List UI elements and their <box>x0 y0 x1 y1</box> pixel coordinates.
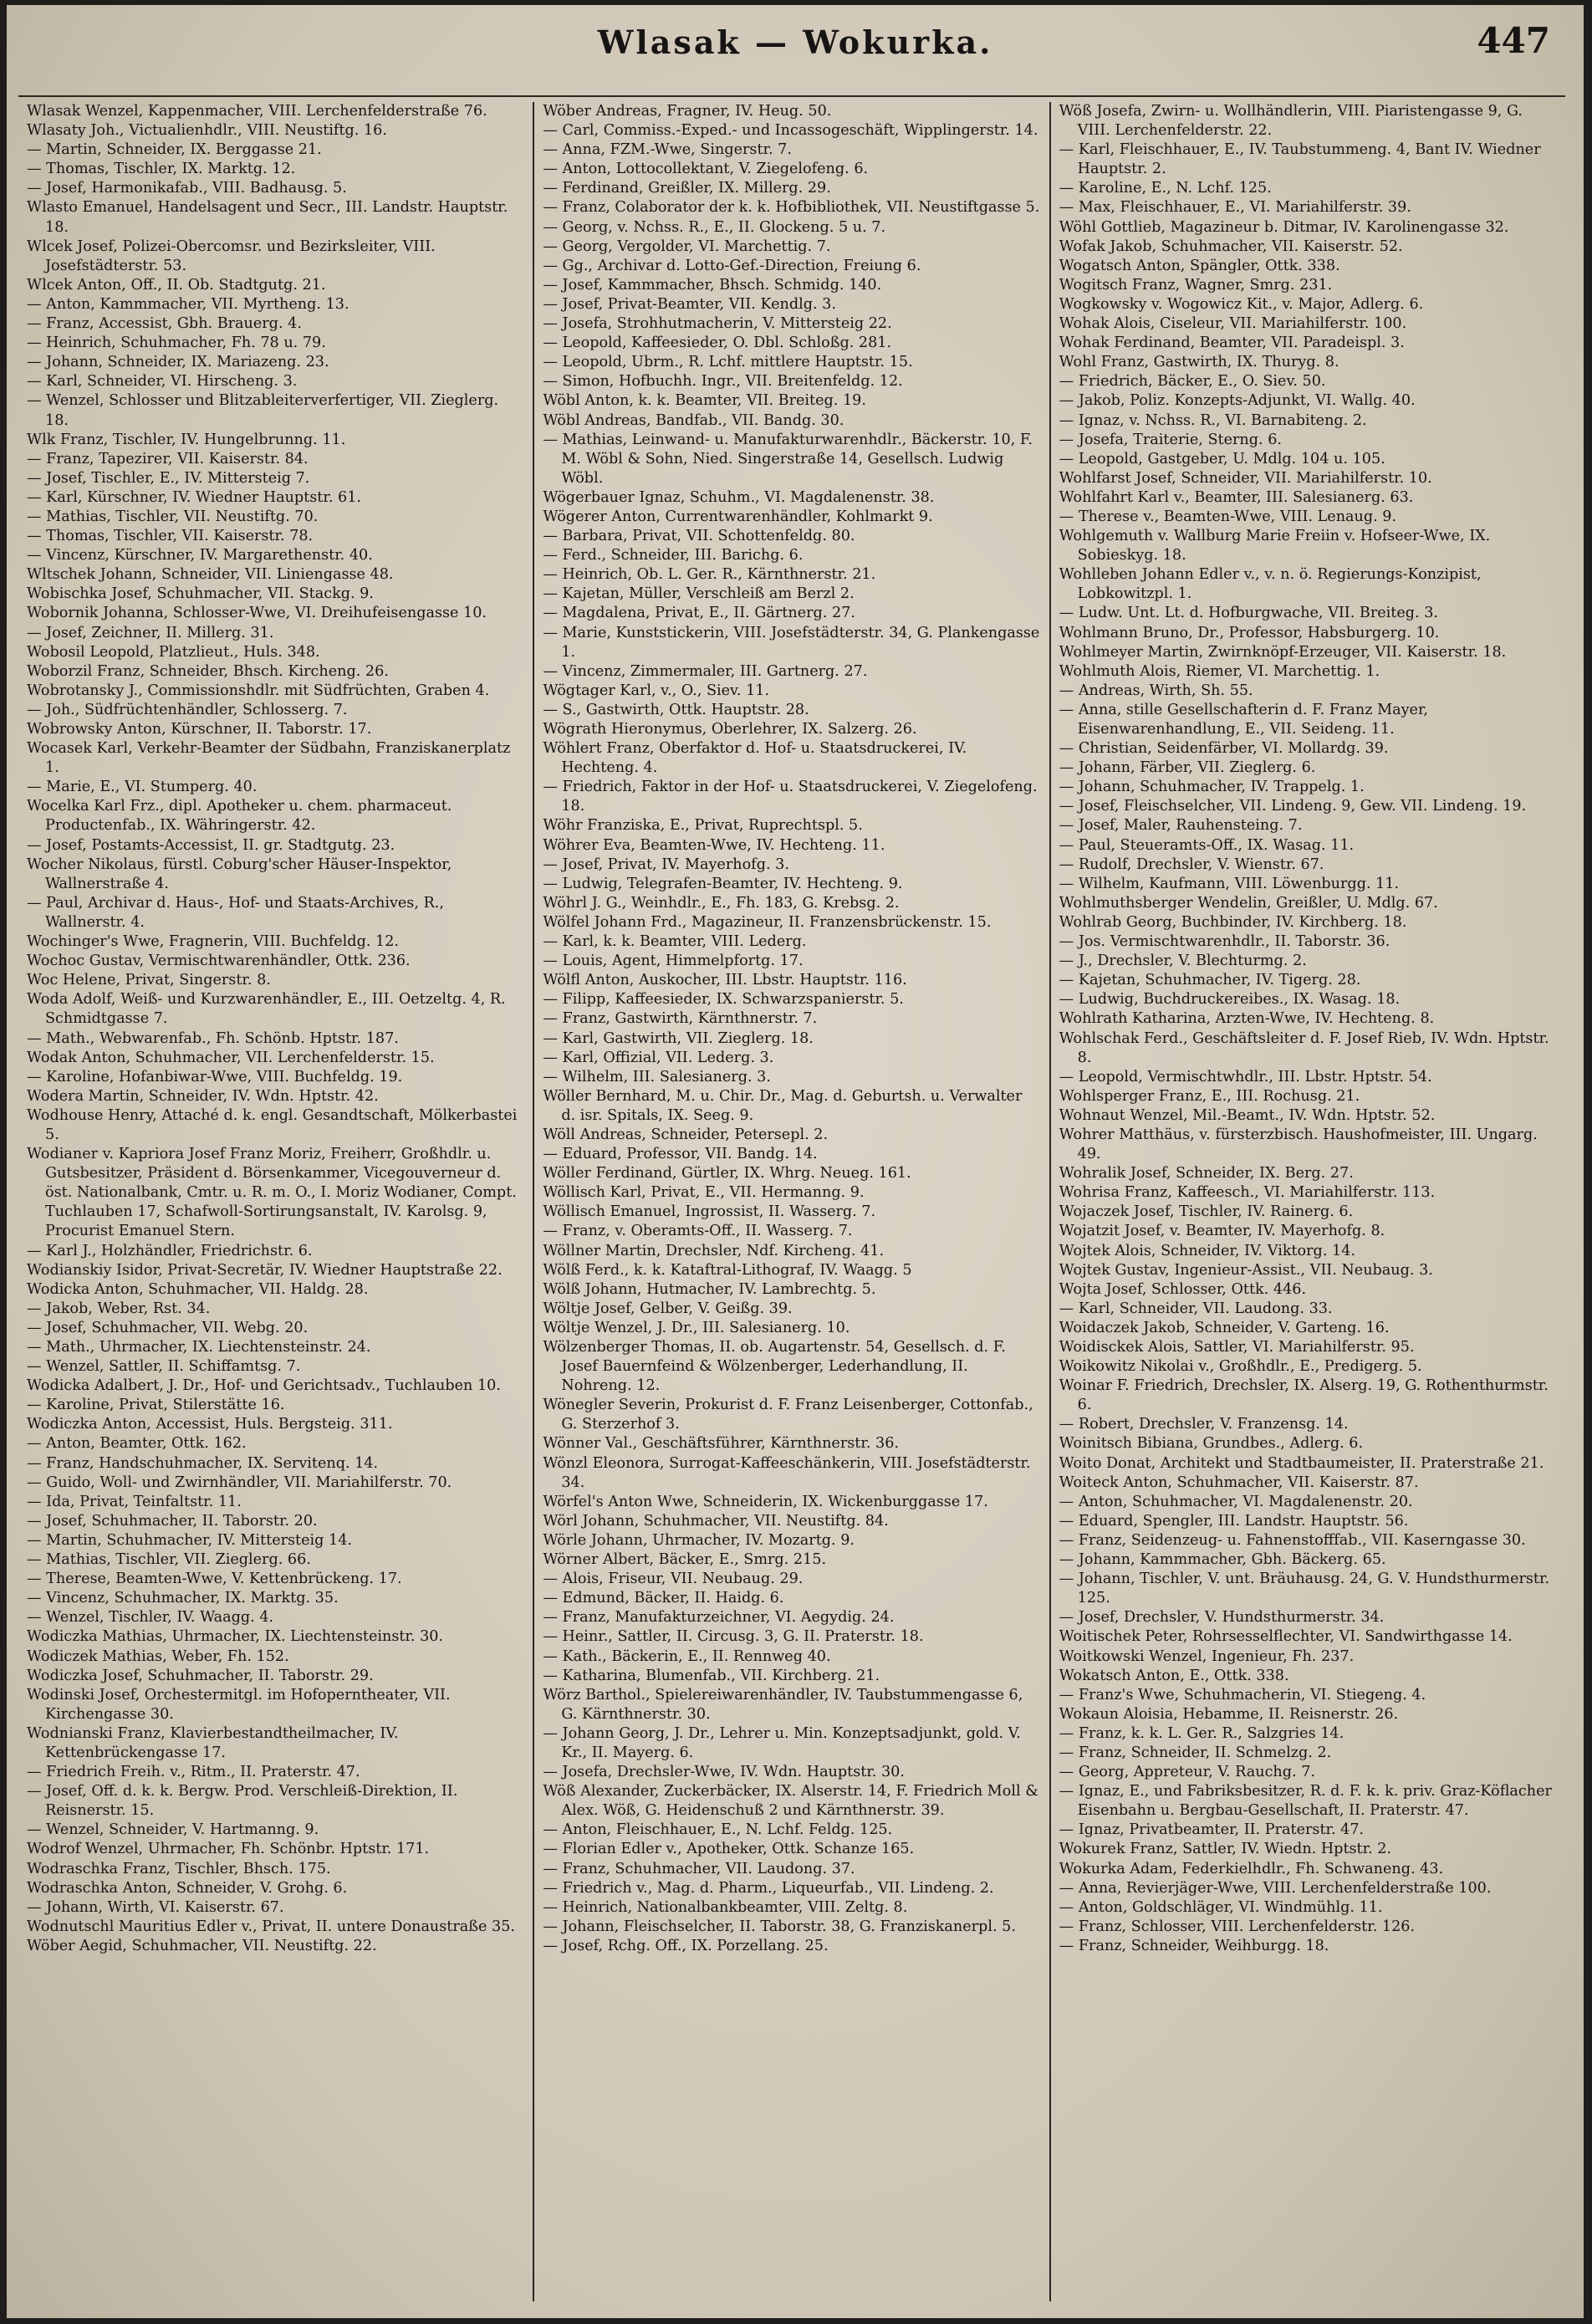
directory-entry: Wöll Andreas, Schneider, Petersepl. 2. <box>543 1126 829 1143</box>
running-head: Wlasak — Wokurka. <box>597 23 993 61</box>
column-middle <box>533 102 1049 2301</box>
directory-entry: — Christian, Seidenfärber, VI. Mollardg. 39. <box>1059 740 1389 758</box>
directory-entry: — Anna, stille Gesellschafterin d. F. Franz Mayer, Eisenwarenhandlung, E., VII. Seideng. 11. <box>1059 701 1429 738</box>
directory-entry: — Ignaz, v. Nchss. R., VI. Barnabiteng. 2. <box>1059 411 1367 429</box>
directory-entry: — Josef, Postamts-Accessist, II. gr. Stadtgutg. 23. <box>27 836 395 854</box>
directory-entry: Woidaczek Jakob, Schneider, V. Garteng. 16. <box>1059 1319 1390 1336</box>
directory-entry: — Therese v., Beamten-Wwe, VIII. Lenaug. 9. <box>1059 508 1397 525</box>
directory-entry: — Anton, Lottocollektant, V. Ziegelofeng. 6. <box>543 161 869 178</box>
directory-entry: Wojtek Alois, Schneider, IV. Viktorg. 14. <box>1059 1242 1355 1259</box>
directory-entry: — Mathias, Tischler, VII. Neustiftg. 70. <box>27 508 319 525</box>
directory-entry: Wohlmuthsberger Wendelin, Greißler, U. Mdlg. 67. <box>1059 894 1438 912</box>
directory-entry: — Barbara, Privat, VII. Schottenfeldg. 80. <box>543 528 855 545</box>
directory-entry: — Karoline, Hofanbiwar-Wwe, VIII. Buchfeldg. 19. <box>27 1068 403 1085</box>
directory-entry: — Franz, Accessist, Gbh. Brauerg. 4. <box>27 315 302 333</box>
directory-entry: — Johann, Schneider, IX. Mariazeng. 23. <box>27 354 329 371</box>
directory-entry: Wöber Andreas, Fragner, IV. Heug. 50. <box>543 103 832 120</box>
directory-entry: Wölß Johann, Hutmacher, IV. Lambrechtg. 5. <box>543 1280 876 1298</box>
directory-entry: — Marie, Kunststickerin, VIII. Josefstädterstr. 34, G. Plankengasse 1. <box>543 624 1040 661</box>
directory-entry: — Friedrich, Faktor in der Hof- u. Staatsdruckerei, V. Ziegelofeng. 18. <box>543 779 1038 815</box>
directory-entry: Wohl Franz, Gastwirth, IX. Thuryg. 8. <box>1059 354 1339 371</box>
directory-entry: — Franz, k. k. L. Ger. R., Salzgries 14. <box>1059 1724 1345 1742</box>
directory-entry: — Anna, FZM.-Wwe, Singerstr. 7. <box>543 141 792 159</box>
directory-entry: Wöß Alexander, Zuckerbäcker, IX. Alserstr. 14, F. Friedrich Moll & Alex. Wöß, G. Heidenschuß 2 und Kärnthnerstr. 39. <box>543 1783 1038 1820</box>
directory-entry: Wöbl Anton, k. k. Beamter, VII. Breiteg. 19. <box>543 392 866 410</box>
directory-entry: — Ida, Privat, Teinfaltstr. 11. <box>27 1493 242 1510</box>
directory-entry: — Karl, Schneider, VII. Laudong. 33. <box>1059 1300 1333 1317</box>
directory-entry: Wohak Alois, Ciseleur, VII. Mariahilferstr. 100. <box>1059 315 1407 333</box>
directory-entry: — Franz, Handschuhmacher, IX. Servitenq. 14. <box>27 1454 379 1472</box>
directory-entry: — Franz, v. Oberamts-Off., II. Wasserg. 7. <box>543 1223 853 1240</box>
directory-entry: — Guido, Woll- und Zwirnhändler, VII. Mariahilferstr. 70. <box>27 1474 452 1491</box>
directory-entry: Wöhl Gottlieb, Magazineur b. Ditmar, IV. Karolinengasse 32. <box>1059 218 1509 236</box>
directory-entry: — Magdalena, Privat, E., II. Gärtnerg. 27. <box>543 605 855 622</box>
directory-entry: Wohlrab Georg, Buchbinder, IV. Kirchberg. 18. <box>1059 913 1407 931</box>
directory-entry: — Leopold, Gastgeber, U. Mdlg. 104 u. 105. <box>1059 450 1385 467</box>
directory-entry: Wörz Barthol., Spielereiwarenhändler, IV. Taubstummengasse 6, G. Kärnthnerstr. 30. <box>543 1686 1023 1723</box>
directory-entry: Wojtek Gustav, Ingenieur-Assist., VII. Neubaug. 3. <box>1059 1261 1433 1279</box>
directory-entry: Woikowitz Nikolai v., Großhdlr., E., Predigerg. 5. <box>1059 1358 1422 1376</box>
directory-entry: — Karl, Gastwirth, VII. Zieglerg. 18. <box>543 1029 814 1047</box>
directory-entry: — Mathias, Leinwand- u. Manufakturwarenhdlr., Bäckerstr. 10, F. M. Wöbl & Sohn, Nied. Singerstraße 14, Gesellsch. Ludwig Wöbl. <box>543 431 1033 487</box>
directory-entry: Wöbl Andreas, Bandfab., VII. Bandg. 30. <box>543 411 844 429</box>
directory-entry: Wokurka Adam, Federkielhdlr., Fh. Schwaneng. 43. <box>1059 1860 1444 1877</box>
directory-entry: Wöber Aegid, Schuhmacher, VII. Neustiftg. 22. <box>27 1937 377 1954</box>
directory-entry: — Anton, Kammmacher, VII. Myrtheng. 13. <box>27 295 350 313</box>
directory-entry: — Gg., Archivar d. Lotto-Gef.-Direction, Freiung 6. <box>543 257 921 274</box>
directory-entry: — Martin, Schuhmacher, IV. Mittersteig 14. <box>27 1531 352 1549</box>
directory-entry: — Kajetan, Müller, Verschleiß am Berzl 2. <box>543 585 855 603</box>
directory-entry: Wodicka Adalbert, J. Dr., Hof- und Gerichtsadv., Tuchlauben 10. <box>27 1377 501 1395</box>
directory-entry: — Katharina, Blumenfab., VII. Kirchberg. 21. <box>543 1667 880 1684</box>
directory-entry: — Josefa, Traiterie, Sterng. 6. <box>1059 431 1283 448</box>
directory-entry: Woito Donat, Architekt und Stadtbaumeister, II. Praterstraße 21. <box>1059 1454 1544 1472</box>
directory-entry: — Eduard, Spengler, III. Landstr. Hauptstr. 56. <box>1059 1512 1409 1530</box>
directory-entry: — Therese, Beamten-Wwe, V. Kettenbrückeng. 17. <box>27 1571 402 1588</box>
directory-entry: Wobornik Johanna, Schlosser-Wwe, VI. Dreihufeisengasse 10. <box>27 605 487 622</box>
directory-entry: — Florian Edler v., Apotheker, Ottk. Schanze 165. <box>543 1841 915 1858</box>
directory-entry: — Vincenz, Zimmermaler, III. Gartnerg. 27. <box>543 662 868 680</box>
directory-entry: Wohnaut Wenzel, Mil.-Beamt., IV. Wdn. Hptstr. 52. <box>1059 1106 1436 1124</box>
directory-entry: Wohlmuth Alois, Riemer, VI. Marchettig. 1. <box>1059 662 1380 680</box>
directory-entry: — Leopold, Kaffeesieder, O. Dbl. Schloßg. 281. <box>543 335 892 352</box>
directory-entry: Wohrer Matthäus, v. fürsterzbisch. Haushofmeister, III. Ungarg. 49. <box>1059 1126 1538 1163</box>
directory-entry: — Anton, Goldschläger, VI. Windmühlg. 11. <box>1059 1898 1383 1916</box>
directory-entry: — Franz, Schuhmacher, VII. Laudong. 37. <box>543 1860 855 1877</box>
directory-entry: Wögrath Hieronymus, Oberlehrer, IX. Salzerg. 26. <box>543 721 917 738</box>
directory-entry: — Heinrich, Ob. L. Ger. R., Kärnthnerstr. 21. <box>543 566 876 584</box>
directory-entry: — Leopold, Ubrm., R. Lchf. mittlere Hauptstr. 15. <box>543 354 913 371</box>
directory-entry: — Filipp, Kaffeesieder, IX. Schwarzspanierstr. 5. <box>543 991 904 1009</box>
directory-entry: — Friedrich, Bäcker, E., O. Siev. 50. <box>1059 373 1326 391</box>
directory-entry: Wodak Anton, Schuhmacher, VII. Lerchenfelderstr. 15. <box>27 1049 435 1066</box>
directory-entry: Wodinski Josef, Orchestermitgl. im Hofoperntheater, VII. Kirchengasse 30. <box>27 1686 451 1723</box>
directory-entry: — Ludwig, Buchdruckereibes., IX. Wasag. 18. <box>1059 991 1401 1009</box>
directory-entry: — Franz, Manufakturzeichner, VI. Aegydig. 24. <box>543 1609 895 1627</box>
directory-entry: — Paul, Steueramts-Off., IX. Wasag. 11. <box>1059 836 1355 854</box>
directory-entry: — Josef, Rchg. Off., IX. Porzellang. 25. <box>543 1937 829 1954</box>
directory-entry: Wochoc Gustav, Vermischtwarenhändler, Ottk. 236. <box>27 953 411 970</box>
page-header <box>7 17 1584 67</box>
directory-entry: Wohlfahrt Karl v., Beamter, III. Salesianerg. 63. <box>1059 488 1414 506</box>
directory-entry: — Ferd., Schneider, III. Barichg. 6. <box>543 547 804 564</box>
directory-entry: Wohlfarst Josef, Schneider, VII. Mariahilferstr. 10. <box>1059 469 1432 487</box>
directory-entry: Wogkowsky v. Wogowicz Kit., v. Major, Adlerg. 6. <box>1059 295 1424 313</box>
directory-entry: — Thomas, Tischler, VII. Kaiserstr. 78. <box>27 528 314 545</box>
directory-entry: Wöltje Wenzel, J. Dr., III. Salesianerg. 10. <box>543 1319 850 1336</box>
directory-entry: Wodiczka Anton, Accessist, Huls. Bergsteig. 311. <box>27 1416 393 1433</box>
directory-entry: — Max, Fleischhauer, E., VI. Mariahilferstr. 39. <box>1059 199 1411 217</box>
directory-entry: — Wilhelm, III. Salesianerg. 3. <box>543 1068 771 1085</box>
directory-entry: — Anton, Schuhmacher, VI. Magdalenenstr. 20. <box>1059 1493 1413 1510</box>
directory-entry: — Karl, k. k. Beamter, VIII. Lederg. <box>543 933 807 951</box>
directory-entry: — S., Gastwirth, Ottk. Hauptstr. 28. <box>543 701 809 718</box>
directory-entry: — Karl, Offizial, VII. Lederg. 3. <box>543 1049 774 1066</box>
directory-entry: — Josef, Schuhmacher, VII. Webg. 20. <box>27 1319 309 1336</box>
directory-entry: — Jakob, Poliz. Konzepts-Adjunkt, VI. Wallg. 40. <box>1059 392 1416 410</box>
directory-entry: Wohlmann Bruno, Dr., Professor, Habsburgerg. 10. <box>1059 624 1440 641</box>
directory-entry: Wlasaty Joh., Victualienhdlr., VIII. Neustiftg. 16. <box>27 122 387 140</box>
directory-entry: — Karl, Fleischhauer, E., IV. Taubstummeng. 4, Bant IV. Wiedner Hauptstr. 2. <box>1059 141 1541 178</box>
directory-entry: — Josef, Privat, IV. Mayerhofg. 3. <box>543 856 789 873</box>
directory-entry: Wlasto Emanuel, Handelsagent und Secr., III. Landstr. Hauptstr. 18. <box>27 199 508 236</box>
directory-entry: — Karl J., Holzhändler, Friedrichstr. 6. <box>27 1242 313 1259</box>
directory-entry: — Franz, Schlosser, VIII. Lerchenfelderstr. 126. <box>1059 1918 1416 1935</box>
directory-entry: — Jakob, Weber, Rst. 34. <box>27 1300 211 1317</box>
directory-entry: Woc Helene, Privat, Singerstr. 8. <box>27 972 271 989</box>
directory-entry: Wokatsch Anton, E., Ottk. 338. <box>1059 1667 1289 1684</box>
directory-entry: Wodiczek Mathias, Weber, Fh. 152. <box>27 1647 289 1665</box>
directory-entry: — Wilhelm, Kaufmann, VIII. Löwenburgg. 11. <box>1059 875 1400 892</box>
directory-entry: Woiteck Anton, Schuhmacher, VII. Kaiserstr. 87. <box>1059 1474 1419 1491</box>
directory-entry: — Heinrich, Nationalbankbeamter, VIII. Zeltg. 8. <box>543 1898 908 1916</box>
directory-entry: Wodicka Anton, Schuhmacher, VII. Haldg. 28. <box>27 1280 369 1298</box>
directory-entry: — Franz, Tapezirer, VII. Kaiserstr. 84. <box>27 450 309 467</box>
column-right <box>1049 102 1565 2301</box>
directory-entry: — Josef, Drechsler, V. Hundsthurmerstr. 34. <box>1059 1609 1385 1627</box>
directory-entry: — Johann, Tischler, V. unt. Bräuhausg. 24, G. V. Hundsthurmerstr. 125. <box>1059 1571 1550 1607</box>
directory-entry: Wlcek Josef, Polizei-Obercomsr. und Bezirksleiter, VIII. Josefstädterstr. 53. <box>27 238 436 274</box>
directory-entry: Wohrisa Franz, Kaffeesch., VI. Mariahilferstr. 113. <box>1059 1184 1436 1202</box>
directory-entry: — Wenzel, Sattler, II. Schiffamtsg. 7. <box>27 1358 301 1376</box>
directory-entry: — Karl, Kürschner, IV. Wiedner Hauptstr. 61. <box>27 488 361 506</box>
directory-entry: Wohak Ferdinand, Beamter, VII. Paradeispl. 3. <box>1059 335 1405 352</box>
directory-entry: Wohlrath Katharina, Arzten-Wwe, IV. Hechteng. 8. <box>1059 1010 1435 1028</box>
directory-entry: — Johann, Kammmacher, Gbh. Bäckerg. 65. <box>1059 1551 1386 1569</box>
directory-entry: Wofak Jakob, Schuhmacher, VII. Kaiserstr. 52. <box>1059 238 1403 255</box>
column-left <box>18 102 533 2301</box>
directory-entry: Wörl Johann, Schuhmacher, VII. Neustiftg. 84. <box>543 1512 889 1530</box>
directory-entry: — Josef, Schuhmacher, II. Taborstr. 20. <box>27 1512 318 1530</box>
directory-entry: — Friedrich Freih. v., Ritm., II. Praterstr. 47. <box>27 1764 360 1781</box>
directory-entry: Woitischek Peter, Rohrsesselflechter, VI. Sandwirthgasse 14. <box>1059 1628 1513 1646</box>
directory-entry: Woitkowski Wenzel, Ingenieur, Fh. 237. <box>1059 1647 1355 1665</box>
directory-entry: Wodrof Wenzel, Uhrmacher, Fh. Schönbr. Hptstr. 171. <box>27 1841 430 1858</box>
directory-entry: Wögerbauer Ignaz, Schuhm., VI. Magdalenenstr. 38. <box>543 488 935 506</box>
directory-entry: Wohlmeyer Martin, Zwirnknöpf-Erzeuger, VII. Kaiserstr. 18. <box>1059 643 1507 661</box>
directory-entry: — Wenzel, Tischler, IV. Waagg. 4. <box>27 1609 274 1627</box>
directory-entry: — Rudolf, Drechsler, V. Wienstr. 67. <box>1059 856 1324 873</box>
directory-entry: Wlasak Wenzel, Kappenmacher, VIII. Lerchenfelderstraße 76. <box>27 103 487 120</box>
directory-entry: Wöhlert Franz, Oberfaktor d. Hof- u. Staatsdruckerei, IV. Hechteng. 4. <box>543 740 967 777</box>
directory-entry: — Josef, Harmonikafab., VIII. Badhausg. 5. <box>27 180 347 197</box>
directory-entry: — Johann, Färber, VII. Zieglerg. 6. <box>1059 759 1316 777</box>
directory-entry: — Franz, Colaborator der k. k. Hofbibliothek, VII. Neustiftgasse 5. <box>543 199 1040 217</box>
directory-entry: — Martin, Schneider, IX. Berggasse 21. <box>27 141 322 159</box>
directory-entry: Wölfel Johann Frd., Magazineur, II. Franzensbrückenstr. 15. <box>543 913 992 931</box>
directory-entry: — Kajetan, Schuhmacher, IV. Tigerg. 28. <box>1059 972 1361 989</box>
directory-entry: — Ignaz, Privatbeamter, II. Praterstr. 47. <box>1059 1821 1365 1839</box>
directory-entry: Woidisckek Alois, Sattler, VI. Mariahilferstr. 95. <box>1059 1339 1415 1356</box>
directory-entry: — Franz, Schneider, II. Schmelzg. 2. <box>1059 1744 1332 1761</box>
directory-entry: — Robert, Drechsler, V. Franzensg. 14. <box>1059 1416 1349 1433</box>
directory-entry: Wodera Martin, Schneider, IV. Wdn. Hptstr. 42. <box>27 1087 379 1105</box>
directory-entry: — Vincenz, Schuhmacher, IX. Marktg. 35. <box>27 1590 339 1607</box>
directory-entry: — Ludwig, Telegrafen-Beamter, IV. Hechteng. 9. <box>543 875 903 892</box>
text-columns <box>18 102 1565 2301</box>
directory-entry: — Johann, Schuhmacher, IV. Trappelg. 1. <box>1059 779 1365 796</box>
directory-entry: Wodnutschl Mauritius Edler v., Privat, II. untere Donaustraße 35. <box>27 1918 515 1935</box>
directory-entry: Wohlsperger Franz, E., III. Rochusg. 21. <box>1059 1087 1360 1105</box>
directory-entry: — Math., Webwarenfab., Fh. Schönb. Hptstr. 187. <box>27 1029 399 1047</box>
directory-entry: — Thomas, Tischler, IX. Marktg. 12. <box>27 161 296 178</box>
directory-entry: — Franz, Schneider, Weihburgg. 18. <box>1059 1937 1329 1954</box>
directory-entry: Wlk Franz, Tischler, IV. Hungelbrunng. 11. <box>27 431 346 448</box>
directory-entry: — Marie, E., VI. Stumperg. 40. <box>27 779 258 796</box>
directory-entry: Wocelka Karl Frz., dipl. Apotheker u. chem. pharmaceut. Productenfab., IX. Währingerstr. 42. <box>27 798 452 835</box>
directory-entry: Wönner Val., Geschäftsführer, Kärnthnerstr. 36. <box>543 1435 899 1453</box>
directory-entry: — Friedrich v., Mag. d. Pharm., Liqueurfab., VII. Lindeng. 2. <box>543 1879 994 1897</box>
directory-entry: — Joh., Südfrüchtenhändler, Schlosserg. 7. <box>27 701 348 718</box>
directory-entry: Wölß Ferd., k. k. Kataftral-Lithograf, IV. Waagg. 5 <box>543 1261 912 1279</box>
directory-entry: Wöller Bernhard, M. u. Chir. Dr., Mag. d. Geburtsh. u. Verwalter d. isr. Spitals, IX. Seeg. 9. <box>543 1087 1023 1124</box>
directory-entry: Wodraschka Franz, Tischler, Bhsch. 175. <box>27 1860 331 1877</box>
directory-entry: Wölzenberger Thomas, II. ob. Augartenstr. 54, Gesellsch. d. F. Josef Bauernfeind & Wölzenberger, Lederhandlung, II. Nohreng. 12. <box>543 1339 1006 1395</box>
directory-entry: — Georg, Vergolder, VI. Marchettig. 7. <box>543 238 831 255</box>
directory-entry: Wocher Nikolaus, fürstl. Coburg'scher Häuser-Inspektor, Wallnerstraße 4. <box>27 856 452 892</box>
directory-entry: Wodiczka Josef, Schuhmacher, II. Taborstr. 29. <box>27 1667 374 1684</box>
directory-entry: — Josefa, Strohhutmacherin, V. Mittersteig 22. <box>543 315 892 333</box>
directory-entry: — Karoline, E., N. Lchf. 125. <box>1059 180 1272 197</box>
directory-entry: Wörfel's Anton Wwe, Schneiderin, IX. Wickenburggasse 17. <box>543 1493 988 1510</box>
directory-entry: Wohralik Josef, Schneider, IX. Berg. 27. <box>1059 1165 1354 1182</box>
directory-entry: — Heinr., Sattler, II. Circusg. 3, G. II. Praterstr. 18. <box>543 1628 924 1646</box>
directory-entry: Wocasek Karl, Verkehr-Beamter der Südbahn, Franziskanerplatz 1. <box>27 740 511 777</box>
directory-entry: — Josef, Maler, Rauhensteing. 7. <box>1059 817 1303 835</box>
directory-entry: Wobrotansky J., Commissionshdlr. mit Südfrüchten, Graben 4. <box>27 682 490 699</box>
directory-entry: — Johann, Wirth, VI. Kaiserstr. 67. <box>27 1898 284 1916</box>
directory-entry: — Georg, v. Nchss. R., E., II. Glockeng. 5 u. 7. <box>543 218 886 236</box>
directory-entry: Wohlschak Ferd., Geschäftsleiter d. F. Josef Rieb, IV. Wdn. Hptstr. 8. <box>1059 1029 1549 1066</box>
directory-entry: Wögtager Karl, v., O., Siev. 11. <box>543 682 770 699</box>
directory-entry: — Franz, Gastwirth, Kärnthnerstr. 7. <box>543 1010 818 1028</box>
directory-entry: Wojatzit Josef, v. Beamter, IV. Mayerhofg. 8. <box>1059 1223 1385 1240</box>
directory-entry: Woda Adolf, Weiß- und Kurzwarenhändler, E., III. Oetzeltg. 4, R. Schmidtgasse 7. <box>27 991 506 1028</box>
directory-entry: Wodianskiy Isidor, Privat-Secretär, IV. Wiedner Hauptstraße 22. <box>27 1261 503 1279</box>
directory-entry: — Ignaz, E., und Fabriksbesitzer, R. d. F. k. k. priv. Graz-Köflacher Eisenbahn u. Bergbau-Gesellschaft, II. Praterstr. 47. <box>1059 1783 1552 1820</box>
directory-entry: — Wenzel, Schlosser und Blitzableiterverfertiger, VII. Zieglerg. 18. <box>27 392 499 429</box>
directory-entry: — Josefa, Drechsler-Wwe, IV. Wdn. Hauptstr. 30. <box>543 1764 905 1781</box>
directory-entry: Wojaczek Josef, Tischler, IV. Rainerg. 6. <box>1059 1203 1354 1221</box>
directory-entry: Wöhr Franziska, E., Privat, Ruprechtspl. 5. <box>543 817 863 835</box>
directory-entry: Wörner Albert, Bäcker, E., Smrg. 215. <box>543 1551 827 1569</box>
directory-entry: — Anton, Beamter, Ottk. 162. <box>27 1435 247 1453</box>
directory-entry: Wodhouse Henry, Attaché d. k. engl. Gesandtschaft, Mölkerbastei 5. <box>27 1106 518 1143</box>
directory-entry: — Karoline, Privat, Stilerstätte 16. <box>27 1397 285 1414</box>
directory-entry: Wohlgemuth v. Wallburg Marie Freiin v. Hofseer-Wwe, IX. Sobieskyg. 18. <box>1059 528 1491 564</box>
directory-entry: — Paul, Archivar d. Haus-, Hof- und Staats-Archives, R., Wallnerstr. 4. <box>27 894 444 931</box>
directory-entry: — J., Drechsler, V. Blechturmg. 2. <box>1059 953 1307 970</box>
directory-entry: — Josef, Privat-Beamter, VII. Kendlg. 3. <box>543 295 836 313</box>
directory-entry: — Wenzel, Schneider, V. Hartmanng. 9. <box>27 1821 319 1839</box>
directory-entry: — Leopold, Vermischtwhdlr., III. Lbstr. Hptstr. 54. <box>1059 1068 1432 1085</box>
directory-entry: — Josef, Fleischselcher, VII. Lindeng. 9, Gew. VII. Lindeng. 19. <box>1059 798 1527 815</box>
directory-entry: — Josef, Off. d. k. k. Bergw. Prod. Verschleiß-Direktion, II. Reisnerstr. 15. <box>27 1783 458 1820</box>
directory-entry: Wörle Johann, Uhrmacher, IV. Mozartg. 9. <box>543 1531 855 1549</box>
directory-entry: Wöhrl J. G., Weinhdlr., E., Fh. 183, G. Krebsg. 2. <box>543 894 900 912</box>
directory-entry: Wodiczka Mathias, Uhrmacher, IX. Liechtensteinstr. 30. <box>27 1628 444 1646</box>
directory-entry: — Vincenz, Kürschner, IV. Margarethenstr. 40. <box>27 547 373 564</box>
directory-entry: — Anton, Fleischhauer, E., N. Lchf. Feldg. 125. <box>543 1821 893 1839</box>
directory-entry: Wögerer Anton, Currentwarenhändler, Kohlmarkt 9. <box>543 508 933 525</box>
directory-entry: Wodianer v. Kapriora Josef Franz Moriz, Freiherr, Großhdlr. u. Gutsbesitzer, Präsident d. Börsenkammer, Vicegouverneur d. öst. Nationalbank, Cmtr. u. R. m. O., I. Moriz Wodianer, Compt. Tuchlauben 17, Schafwoll-Sortirungsanstalt, IV. Karolsg. 9, Procurist Emanuel Stern. <box>27 1146 517 1240</box>
directory-entry: — Josef, Zeichner, II. Millerg. 31. <box>27 624 274 641</box>
directory-entry: Wojta Josef, Schlosser, Ottk. 446. <box>1059 1280 1307 1298</box>
directory-entry: Wöllisch Emanuel, Ingrossist, II. Wasserg. 7. <box>543 1203 876 1221</box>
directory-entry: Woborzil Franz, Schneider, Bhsch. Kircheng. 26. <box>27 662 389 680</box>
directory-entry: — Ludw. Unt. Lt. d. Hofburgwache, VII. Breiteg. 3. <box>1059 605 1439 622</box>
directory-entry: Wogitsch Franz, Wagner, Smrg. 231. <box>1059 276 1333 294</box>
directory-entry: Wogatsch Anton, Spängler, Ottk. 338. <box>1059 257 1340 274</box>
directory-entry: Wodraschka Anton, Schneider, V. Grohg. 6. <box>27 1879 348 1897</box>
directory-entry: — Eduard, Professor, VII. Bandg. 14. <box>543 1146 818 1163</box>
directory-entry: Wöltje Josef, Gelber, V. Geißg. 39. <box>543 1300 793 1317</box>
directory-entry: — Andreas, Wirth, Sh. 55. <box>1059 682 1253 699</box>
directory-entry: Wobischka Josef, Schuhmacher, VII. Stackg. 9. <box>27 585 374 603</box>
directory-entry: Wöller Ferdinand, Gürtler, IX. Whrg. Neueg. 161. <box>543 1165 911 1182</box>
directory-entry: Wokurek Franz, Sattler, IV. Wiedn. Hptstr. 2. <box>1059 1841 1392 1858</box>
directory-entry: Wltschek Johann, Schneider, VII. Liniengasse 48. <box>27 566 394 584</box>
directory-entry: Wönzl Eleonora, Surrogat-Kaffeeschänkerin, VIII. Josefstädterstr. 34. <box>543 1454 1031 1491</box>
directory-page <box>7 5 1584 2318</box>
directory-entry: Wochinger's Wwe, Fragnerin, VIII. Buchfeldg. 12. <box>27 933 399 951</box>
directory-entry: — Johann Georg, J. Dr., Lehrer u. Min. Konzeptsadjunkt, gold. V. Kr., II. Mayerg. 6. <box>543 1724 1021 1761</box>
header-rule <box>18 95 1565 97</box>
directory-entry: Wobosil Leopold, Platzlieut., Huls. 348. <box>27 643 320 661</box>
directory-entry: Wöß Josefa, Zwirn- u. Wollhändlerin, VIII. Piaristengasse 9, G. VIII. Lerchenfelderstr. 22. <box>1059 103 1523 140</box>
directory-entry: — Carl, Commiss.-Exped.- und Incassogeschäft, Wipplingerstr. 14. <box>543 122 1038 140</box>
directory-entry: Woinar F. Friedrich, Drechsler, IX. Alserg. 19, G. Rothenthurmstr. 6. <box>1059 1377 1549 1414</box>
directory-entry: Wölfl Anton, Auskocher, III. Lbstr. Hauptstr. 116. <box>543 972 907 989</box>
directory-entry: — Franz's Wwe, Schuhmacherin, VI. Stiegeng. 4. <box>1059 1686 1426 1703</box>
directory-entry: Wöllner Martin, Drechsler, Ndf. Kircheng. 41. <box>543 1242 885 1259</box>
directory-entry: — Josef, Tischler, E., IV. Mittersteig 7. <box>27 469 310 487</box>
directory-entry: — Heinrich, Schuhmacher, Fh. 78 u. 79. <box>27 335 326 352</box>
directory-entry: — Jos. Vermischtwarenhdlr., II. Taborstr. 36. <box>1059 933 1390 951</box>
directory-entry: — Ferdinand, Greißler, IX. Millerg. 29. <box>543 180 831 197</box>
directory-entry: Woinitsch Bibiana, Grundbes., Adlerg. 6. <box>1059 1435 1364 1453</box>
directory-entry: Wokaun Aloisia, Hebamme, II. Reisnerstr. 26. <box>1059 1705 1399 1723</box>
directory-entry: Wodnianski Franz, Klavierbestandtheilmacher, IV. Kettenbrückengasse 17. <box>27 1724 399 1761</box>
directory-entry: — Karl, Schneider, VI. Hirscheng. 3. <box>27 373 298 391</box>
directory-entry: Wobrowsky Anton, Kürschner, II. Taborstr. 17. <box>27 721 372 738</box>
directory-entry: — Anna, Revierjäger-Wwe, VIII. Lerchenfelderstraße 100. <box>1059 1879 1492 1897</box>
directory-entry: — Kath., Bäckerin, E., II. Rennweg 40. <box>543 1647 831 1665</box>
directory-entry: Wönegler Severin, Prokurist d. F. Franz Leisenberger, Cottonfab., G. Sterzerhof 3. <box>543 1397 1033 1433</box>
directory-entry: — Georg, Appreteur, V. Rauchg. 7. <box>1059 1764 1315 1781</box>
directory-entry: — Louis, Agent, Himmelpfortg. 17. <box>543 953 804 970</box>
directory-entry: — Johann, Fleischselcher, II. Taborstr. 38, G. Franziskanerpl. 5. <box>543 1918 1016 1935</box>
directory-entry: — Josef, Kammmacher, Bhsch. Schmidg. 140. <box>543 276 882 294</box>
page-number: 447 <box>1477 20 1550 61</box>
directory-entry: Wöllisch Karl, Privat, E., VII. Hermanng. 9. <box>543 1184 865 1202</box>
directory-entry: — Edmund, Bäcker, II. Haidg. 6. <box>543 1590 784 1607</box>
directory-entry: Wohlleben Johann Edler v., v. n. ö. Regierungs-Konzipist, Lobkowitzpl. 1. <box>1059 566 1482 603</box>
directory-entry: — Simon, Hofbuchh. Ingr., VII. Breitenfeldg. 12. <box>543 373 903 391</box>
directory-entry: — Mathias, Tischler, VII. Zieglerg. 66. <box>27 1551 311 1569</box>
directory-entry: Wöhrer Eva, Beamten-Wwe, IV. Hechteng. 11. <box>543 836 885 854</box>
directory-entry: — Alois, Friseur, VII. Neubaug. 29. <box>543 1571 804 1588</box>
directory-entry: — Math., Uhrmacher, IX. Liechtensteinstr. 24. <box>27 1339 371 1356</box>
directory-entry: Wlcek Anton, Off., II. Ob. Stadtgutg. 21. <box>27 276 326 294</box>
directory-entry: — Franz, Seidenzeug- u. Fahnenstofffab., VII. Kaserngasse 30. <box>1059 1531 1526 1549</box>
